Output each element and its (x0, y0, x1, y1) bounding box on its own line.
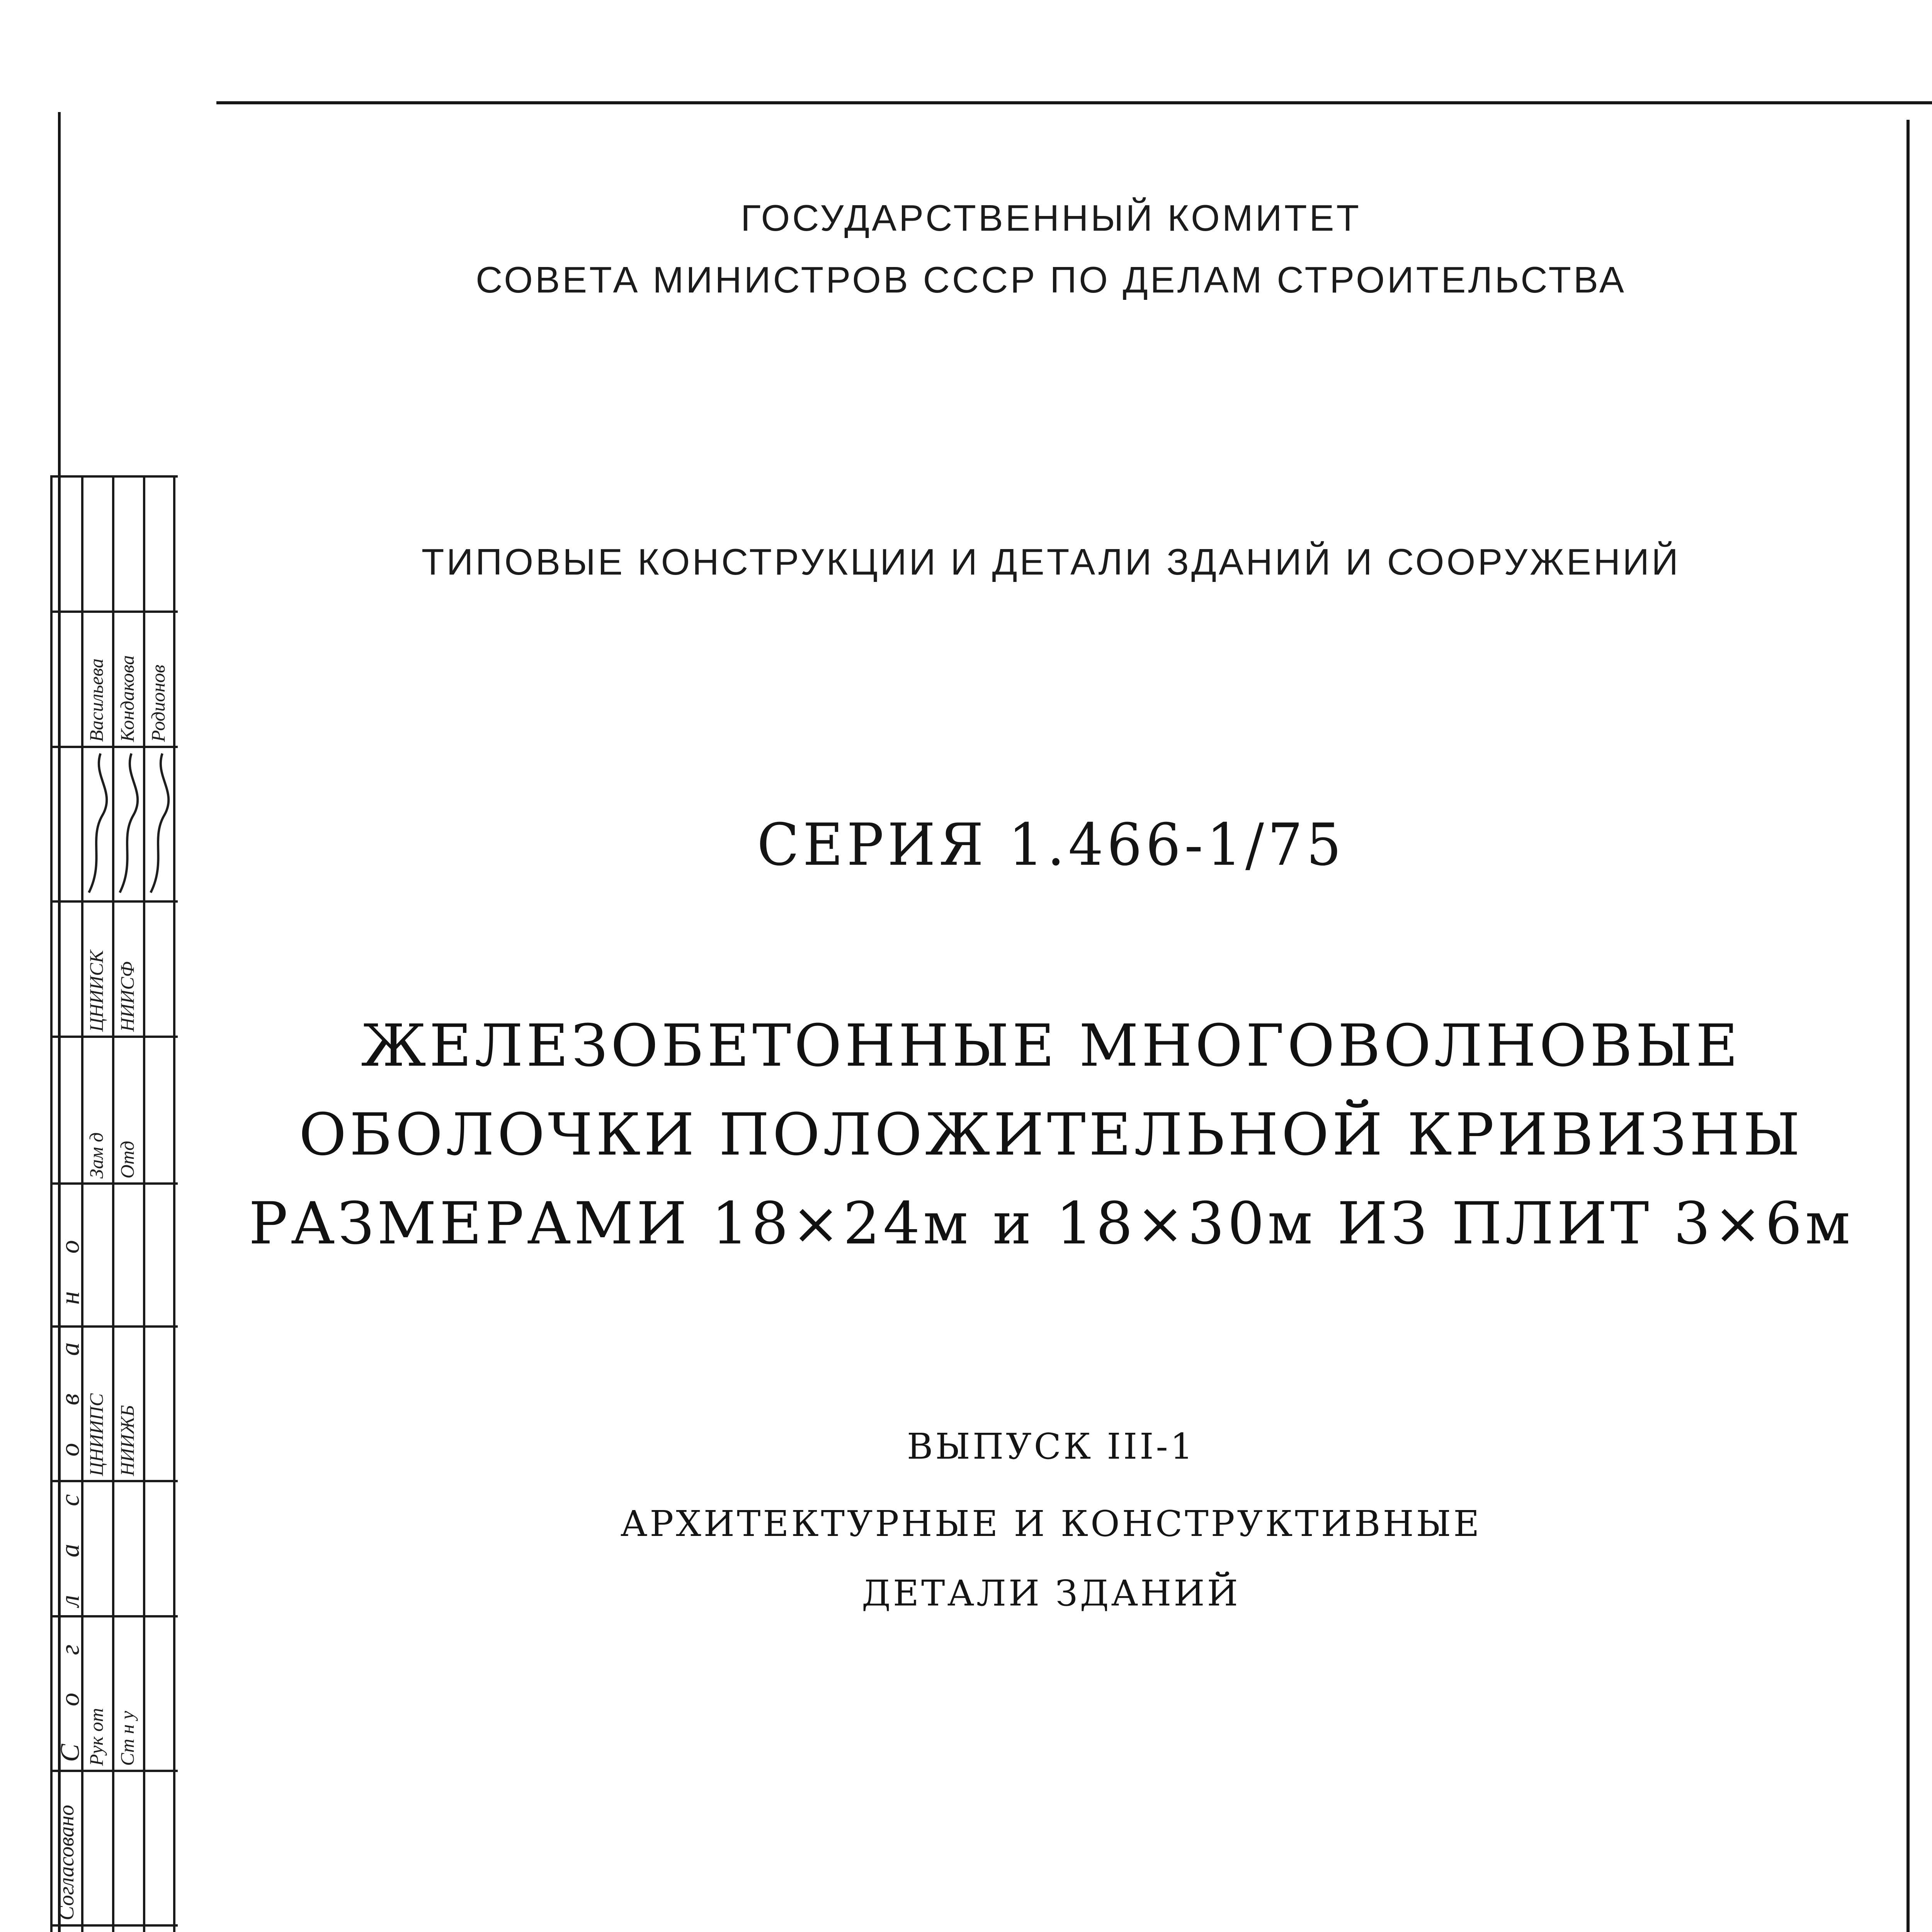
committee-line-2: СОВЕТА МИНИСТРОВ СССР ПО ДЕЛАМ СТРОИТЕЛЬСТВА (476, 259, 1626, 301)
stamp-approved-label: С о г л а с о в а н о (55, 1225, 85, 1762)
stamp-col-line-5 (173, 475, 175, 1932)
title-line-3: РАЗМЕРАМИ 18×24м и 18×30м ИЗ ПЛИТ 3×6м (248, 1190, 1854, 1257)
stamp-row-line (50, 611, 178, 613)
committee-line-1: ГОСУДАРСТВЕННЫЙ КОМИТЕТ (740, 197, 1362, 239)
stamp-row-line (50, 900, 178, 903)
stamp-agree-role-1: Рук от (85, 1708, 107, 1766)
issue-line-1: АРХИТЕКТУРНЫЕ И КОНСТРУКТИВНЫЕ (620, 1503, 1482, 1544)
stamp-agree-name-1: Васильева (85, 658, 107, 742)
stamp-agree-role-4: Отд (116, 1141, 138, 1179)
stamp-col-line-1 (50, 475, 53, 1932)
stamp-agree-role-2: Ст н у (116, 1711, 138, 1766)
main-content (151, 97, 1932, 1932)
stamp-agree-org-4: НИИСФ (116, 961, 138, 1032)
stamp-agree-role-3: Зам д (85, 1132, 107, 1179)
stamp-col-line-3 (112, 475, 114, 1932)
stamp-agree-name-3: Родионов (147, 665, 169, 742)
series-number: СЕРИЯ 1.466-1/75 (757, 811, 1345, 879)
stamp-agree-signatures (81, 746, 174, 900)
issue-line-2: ДЕТАЛИ ЗДАНИЙ (862, 1573, 1240, 1614)
stamp-row-line (50, 1770, 178, 1772)
issue-number: ВЫПУСК III-1 (906, 1426, 1196, 1467)
approval-stamp (50, 475, 178, 1932)
title-line-1: ЖЕЛЕЗОБЕТОННЫЕ МНОГОВОЛНОВЫЕ (361, 1012, 1741, 1080)
stamp-group-agreed: Согласовано (54, 1804, 78, 1920)
stamp-row-line (50, 1182, 178, 1185)
stamp-agree-org-2: НИИЖБ (116, 1405, 138, 1476)
stamp-agree-org-3: ЦНИИСК (85, 950, 107, 1032)
stamp-col-line-4 (143, 475, 145, 1932)
stamp-agree-name-2: Кондакова (116, 655, 138, 742)
category-line: ТИПОВЫЕ КОНСТРУКЦИИ И ДЕТАЛИ ЗДАНИЙ И СООРУЖЕНИЙ (421, 541, 1681, 583)
stamp-agree-org-1: ЦНИИПС (85, 1393, 107, 1476)
title-line-2: ОБОЛОЧКИ ПОЛОЖИТЕЛЬНОЙ КРИВИЗНЫ (299, 1101, 1803, 1168)
stamp-row-line (50, 1924, 178, 1927)
stamp-row-line (50, 1036, 178, 1038)
